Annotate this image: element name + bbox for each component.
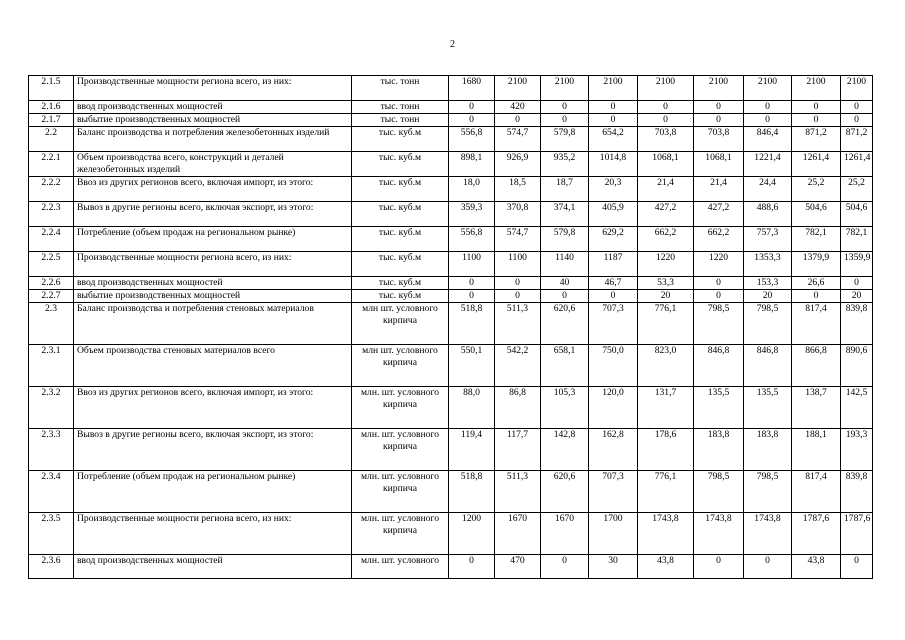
row-unit: тыс. куб.м [352, 127, 449, 152]
value-cell: 662,2 [638, 227, 694, 252]
row-code: 2.3 [29, 303, 74, 345]
table-row [29, 227, 873, 252]
value-cell: 488,6 [744, 202, 792, 227]
value-cell: 2100 [589, 76, 638, 101]
value-cell: 119,4 [449, 429, 495, 471]
value-cell: 2100 [744, 76, 792, 101]
value-cell: 0 [841, 101, 873, 114]
value-cell: 2100 [694, 76, 744, 101]
value-cell: 43,8 [638, 555, 694, 579]
value-cell: 153,3 [744, 277, 792, 290]
value-cell: 0 [792, 101, 841, 114]
row-name: Объем производства всего, конструкций и деталей железобетонных изделий [74, 152, 352, 177]
row-code: 2.1.7 [29, 114, 74, 127]
row-name: ввод производственных мощностей [74, 277, 352, 290]
value-cell: 556,8 [449, 227, 495, 252]
value-cell: 1261,4 [841, 152, 873, 177]
value-cell: 890,6 [841, 345, 873, 387]
value-cell: 120,0 [589, 387, 638, 429]
value-cell: 359,3 [449, 202, 495, 227]
value-cell: 846,8 [694, 345, 744, 387]
row-unit: млн шт. условного кирпича [352, 303, 449, 345]
value-cell: 1353,3 [744, 252, 792, 277]
table-row [29, 127, 873, 152]
row-code: 2.3.1 [29, 345, 74, 387]
value-cell: 0 [495, 277, 541, 290]
value-cell: 782,1 [792, 227, 841, 252]
value-cell: 0 [589, 114, 638, 127]
value-cell: 757,3 [744, 227, 792, 252]
value-cell: 518,8 [449, 471, 495, 513]
balance-table [28, 75, 873, 579]
row-unit: млн. шт. условного кирпича [352, 471, 449, 513]
value-cell: 183,8 [694, 429, 744, 471]
table-row [29, 345, 873, 387]
row-name: Объем производства стеновых материалов всего [74, 345, 352, 387]
row-name: Ввоз из других регионов всего, включая импорт, из этого: [74, 177, 352, 202]
value-cell: 1787,6 [792, 513, 841, 555]
value-cell: 470 [495, 555, 541, 579]
value-cell: 1140 [541, 252, 589, 277]
value-cell: 1743,8 [694, 513, 744, 555]
value-cell: 1743,8 [638, 513, 694, 555]
row-unit: тыс. тонн [352, 101, 449, 114]
value-cell: 1068,1 [694, 152, 744, 177]
value-cell: 53,3 [638, 277, 694, 290]
value-cell: 898,1 [449, 152, 495, 177]
value-cell: 142,5 [841, 387, 873, 429]
row-code: 2.3.6 [29, 555, 74, 579]
value-cell: 26,6 [792, 277, 841, 290]
value-cell: 0 [744, 101, 792, 114]
value-cell: 2100 [541, 76, 589, 101]
row-unit: млн. шт. условного [352, 555, 449, 579]
value-cell: 2100 [841, 76, 873, 101]
row-code: 2.2 [29, 127, 74, 152]
value-cell: 0 [495, 290, 541, 303]
row-unit: млн шт. условного кирпича [352, 345, 449, 387]
row-name: Потребление (объем продаж на региональном рынке) [74, 471, 352, 513]
value-cell: 25,2 [841, 177, 873, 202]
row-name: Вывоз в другие регионы всего, включая экспорт, из этого: [74, 202, 352, 227]
value-cell: 798,5 [694, 303, 744, 345]
value-cell: 1379,9 [792, 252, 841, 277]
row-unit: тыс. тонн [352, 114, 449, 127]
row-code: 2.3.5 [29, 513, 74, 555]
value-cell: 0 [792, 114, 841, 127]
value-cell: 926,9 [495, 152, 541, 177]
value-cell: 142,8 [541, 429, 589, 471]
row-code: 2.2.4 [29, 227, 74, 252]
row-name: ввод производственных мощностей [74, 555, 352, 579]
value-cell: 839,8 [841, 471, 873, 513]
value-cell: 43,8 [792, 555, 841, 579]
row-name: Производственные мощности региона всего, из них: [74, 252, 352, 277]
table-row [29, 471, 873, 513]
table-row [29, 290, 873, 303]
row-name: Баланс производства и потребления железобетонных изделий [74, 127, 352, 152]
row-name: выбытие производственных мощностей [74, 114, 352, 127]
value-cell: 1261,4 [792, 152, 841, 177]
table-row [29, 76, 873, 101]
table-row [29, 152, 873, 177]
row-code: 2.3.2 [29, 387, 74, 429]
value-cell: 0 [841, 277, 873, 290]
value-cell: 0 [541, 101, 589, 114]
value-cell: 0 [694, 114, 744, 127]
value-cell: 776,1 [638, 471, 694, 513]
value-cell: 135,5 [694, 387, 744, 429]
value-cell: 105,3 [541, 387, 589, 429]
value-cell: 866,8 [792, 345, 841, 387]
value-cell: 0 [694, 290, 744, 303]
table-row [29, 513, 873, 555]
value-cell: 798,5 [744, 303, 792, 345]
value-cell: 629,2 [589, 227, 638, 252]
value-cell: 1680 [449, 76, 495, 101]
value-cell: 620,6 [541, 471, 589, 513]
row-code: 2.2.2 [29, 177, 74, 202]
value-cell: 135,5 [744, 387, 792, 429]
value-cell: 370,8 [495, 202, 541, 227]
value-cell: 0 [449, 101, 495, 114]
value-cell: 1359,9 [841, 252, 873, 277]
row-code: 2.2.3 [29, 202, 74, 227]
value-cell: 30 [589, 555, 638, 579]
value-cell: 574,7 [495, 227, 541, 252]
table-row [29, 303, 873, 345]
value-cell: 817,4 [792, 471, 841, 513]
value-cell: 40 [541, 277, 589, 290]
page-number: 2 [450, 39, 455, 50]
table-row [29, 387, 873, 429]
value-cell: 620,6 [541, 303, 589, 345]
value-cell: 556,8 [449, 127, 495, 152]
value-cell: 21,4 [638, 177, 694, 202]
row-code: 2.1.6 [29, 101, 74, 114]
value-cell: 0 [541, 555, 589, 579]
value-cell: 654,2 [589, 127, 638, 152]
row-unit: млн. шт. условного кирпича [352, 387, 449, 429]
row-code: 2.3.3 [29, 429, 74, 471]
value-cell: 0 [449, 290, 495, 303]
value-cell: 0 [449, 555, 495, 579]
value-cell: 707,3 [589, 303, 638, 345]
row-name: Баланс производства и потребления стеновых материалов [74, 303, 352, 345]
value-cell: 1221,4 [744, 152, 792, 177]
value-cell: 0 [744, 555, 792, 579]
row-unit: тыс. куб.м [352, 290, 449, 303]
value-cell: 138,7 [792, 387, 841, 429]
value-cell: 511,3 [495, 303, 541, 345]
value-cell: 46,7 [589, 277, 638, 290]
value-cell: 1068,1 [638, 152, 694, 177]
value-cell: 188,1 [792, 429, 841, 471]
value-cell: 18,5 [495, 177, 541, 202]
value-cell: 846,4 [744, 127, 792, 152]
value-cell: 20 [638, 290, 694, 303]
value-cell: 2100 [638, 76, 694, 101]
value-cell: 0 [541, 290, 589, 303]
row-unit: тыс. куб.м [352, 202, 449, 227]
row-name: Ввоз из других регионов всего, включая импорт, из этого: [74, 387, 352, 429]
value-cell: 823,0 [638, 345, 694, 387]
value-cell: 0 [638, 101, 694, 114]
table-row [29, 252, 873, 277]
row-name: Вывоз в другие регионы всего, включая экспорт, из этого: [74, 429, 352, 471]
row-unit: тыс. куб.м [352, 277, 449, 290]
value-cell: 0 [638, 114, 694, 127]
value-cell: 782,1 [841, 227, 873, 252]
value-cell: 798,5 [694, 471, 744, 513]
value-cell: 0 [589, 101, 638, 114]
value-cell: 0 [792, 290, 841, 303]
value-cell: 25,2 [792, 177, 841, 202]
row-name: Потребление (объем продаж на региональном рынке) [74, 227, 352, 252]
value-cell: 0 [841, 555, 873, 579]
value-cell: 1100 [495, 252, 541, 277]
value-cell: 193,3 [841, 429, 873, 471]
row-name: ввод производственных мощностей [74, 101, 352, 114]
value-cell: 550,1 [449, 345, 495, 387]
value-cell: 131,7 [638, 387, 694, 429]
row-unit: млн. шт. условного кирпича [352, 513, 449, 555]
value-cell: 542,2 [495, 345, 541, 387]
value-cell: 1670 [541, 513, 589, 555]
table-row [29, 202, 873, 227]
table-row [29, 177, 873, 202]
value-cell: 776,1 [638, 303, 694, 345]
value-cell: 21,4 [694, 177, 744, 202]
value-cell: 0 [449, 277, 495, 290]
row-unit: тыс. тонн [352, 76, 449, 101]
table-row [29, 114, 873, 127]
value-cell: 935,2 [541, 152, 589, 177]
row-code: 2.1.5 [29, 76, 74, 101]
value-cell: 0 [449, 114, 495, 127]
row-name: Производственные мощности региона всего, из них: [74, 513, 352, 555]
table-row [29, 101, 873, 114]
value-cell: 518,8 [449, 303, 495, 345]
row-code: 2.2.5 [29, 252, 74, 277]
value-cell: 871,2 [841, 127, 873, 152]
value-cell: 703,8 [694, 127, 744, 152]
value-cell: 574,7 [495, 127, 541, 152]
value-cell: 0 [694, 101, 744, 114]
value-cell: 798,5 [744, 471, 792, 513]
value-cell: 405,9 [589, 202, 638, 227]
value-cell: 0 [589, 290, 638, 303]
value-cell: 1670 [495, 513, 541, 555]
value-cell: 178,6 [638, 429, 694, 471]
value-cell: 707,3 [589, 471, 638, 513]
value-cell: 1220 [694, 252, 744, 277]
value-cell: 1200 [449, 513, 495, 555]
row-unit: тыс. куб.м [352, 252, 449, 277]
table-body [29, 76, 873, 579]
value-cell: 20 [744, 290, 792, 303]
value-cell: 658,1 [541, 345, 589, 387]
value-cell: 1220 [638, 252, 694, 277]
value-cell: 24,4 [744, 177, 792, 202]
value-cell: 0 [694, 277, 744, 290]
value-cell: 0 [541, 114, 589, 127]
value-cell: 579,8 [541, 127, 589, 152]
row-code: 2.2.7 [29, 290, 74, 303]
value-cell: 88,0 [449, 387, 495, 429]
value-cell: 703,8 [638, 127, 694, 152]
value-cell: 427,2 [638, 202, 694, 227]
value-cell: 0 [694, 555, 744, 579]
table-row [29, 429, 873, 471]
value-cell: 504,6 [792, 202, 841, 227]
value-cell: 2100 [792, 76, 841, 101]
row-unit: тыс. куб.м [352, 152, 449, 177]
value-cell: 20 [841, 290, 873, 303]
value-cell: 420 [495, 101, 541, 114]
value-cell: 374,1 [541, 202, 589, 227]
value-cell: 18,7 [541, 177, 589, 202]
value-cell: 662,2 [694, 227, 744, 252]
value-cell: 86,8 [495, 387, 541, 429]
row-unit: тыс. куб.м [352, 227, 449, 252]
value-cell: 20,3 [589, 177, 638, 202]
row-code: 2.3.4 [29, 471, 74, 513]
value-cell: 511,3 [495, 471, 541, 513]
value-cell: 0 [841, 114, 873, 127]
table-row [29, 555, 873, 579]
value-cell: 871,2 [792, 127, 841, 152]
value-cell: 117,7 [495, 429, 541, 471]
row-name: Производственные мощности региона всего, из них: [74, 76, 352, 101]
value-cell: 2100 [495, 76, 541, 101]
value-cell: 1187 [589, 252, 638, 277]
value-cell: 839,8 [841, 303, 873, 345]
value-cell: 1014,8 [589, 152, 638, 177]
value-cell: 1100 [449, 252, 495, 277]
value-cell: 1743,8 [744, 513, 792, 555]
value-cell: 1787,6 [841, 513, 873, 555]
row-unit: млн. шт. условного кирпича [352, 429, 449, 471]
row-name: выбытие производственных мощностей [74, 290, 352, 303]
value-cell: 817,4 [792, 303, 841, 345]
value-cell: 1700 [589, 513, 638, 555]
value-cell: 427,2 [694, 202, 744, 227]
value-cell: 504,6 [841, 202, 873, 227]
row-code: 2.2.6 [29, 277, 74, 290]
value-cell: 846,8 [744, 345, 792, 387]
value-cell: 18,0 [449, 177, 495, 202]
row-unit: тыс. куб.м [352, 177, 449, 202]
value-cell: 183,8 [744, 429, 792, 471]
value-cell: 162,8 [589, 429, 638, 471]
row-code: 2.2.1 [29, 152, 74, 177]
value-cell: 579,8 [541, 227, 589, 252]
value-cell: 0 [495, 114, 541, 127]
value-cell: 750,0 [589, 345, 638, 387]
table-row [29, 277, 873, 290]
value-cell: 0 [744, 114, 792, 127]
